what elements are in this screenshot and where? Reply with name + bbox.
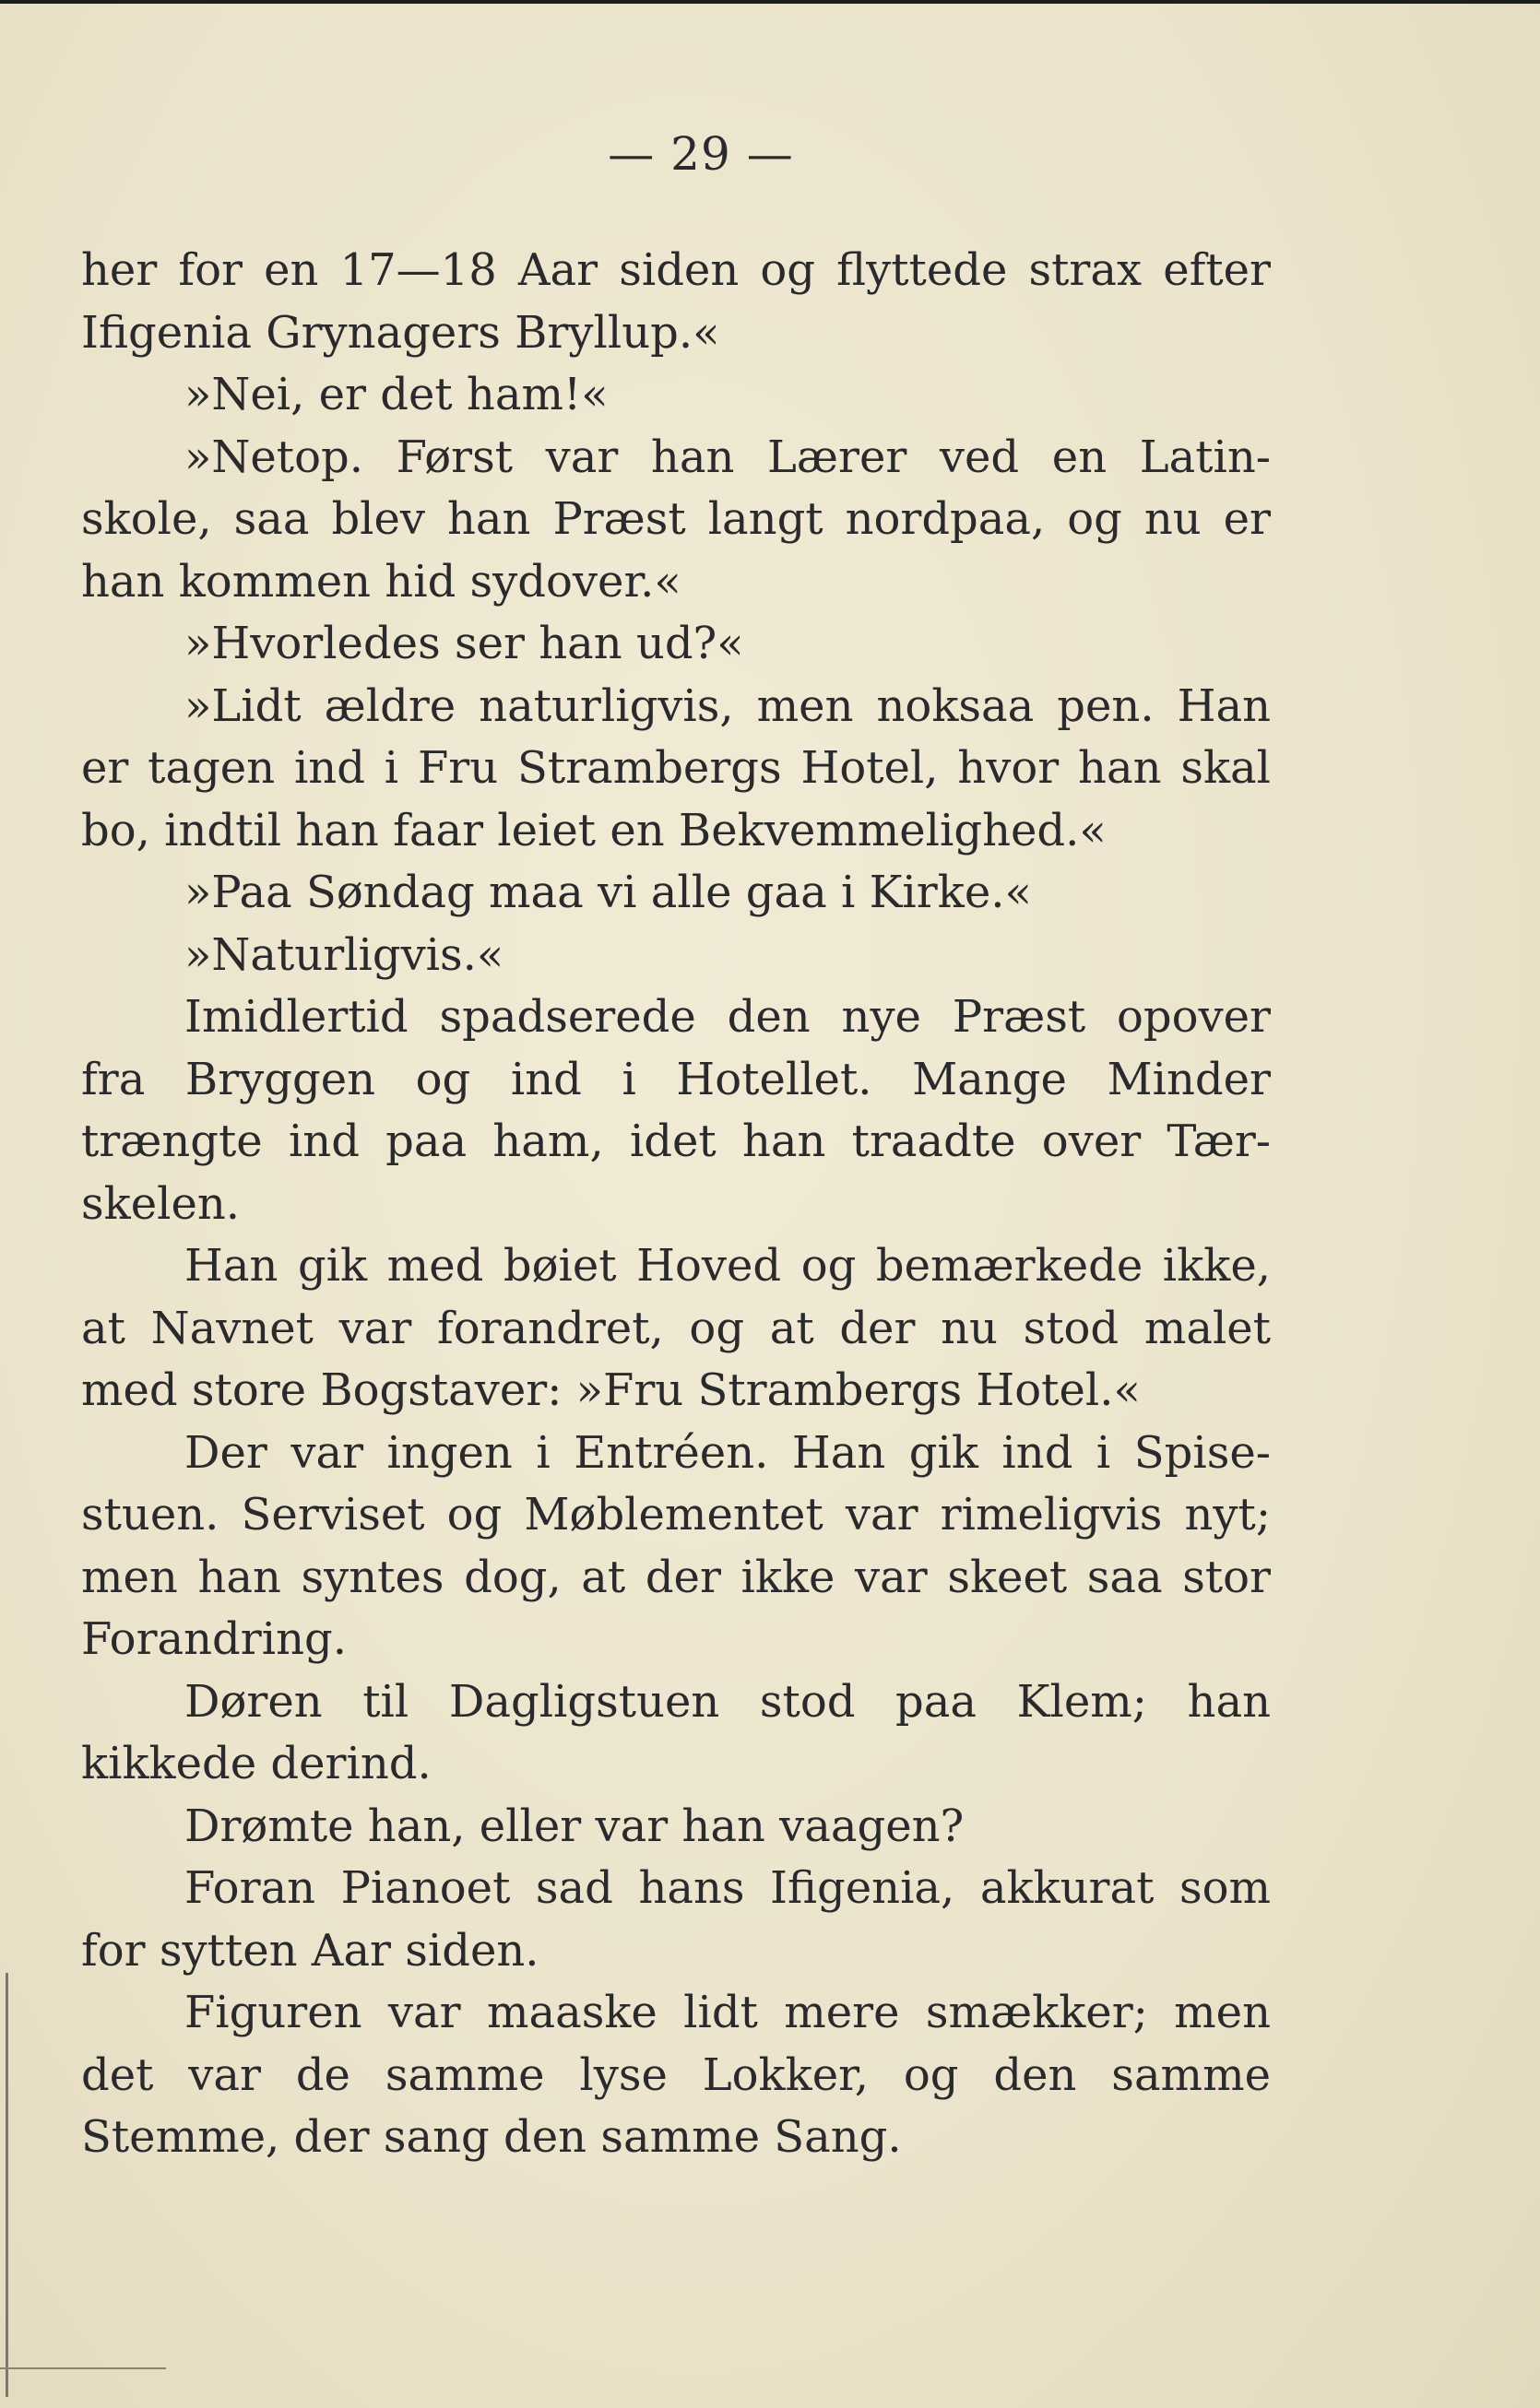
text-line: bo, indtil han faar leiet en Bekvemmelighed.« bbox=[81, 804, 1107, 856]
text-line: Figuren var maaske lidt mere smækker; men bbox=[184, 1987, 1271, 2038]
page-number: — 29 — bbox=[608, 127, 794, 181]
text-line: Han gik med bøiet Hoved og bemærkede ikke, bbox=[184, 1240, 1271, 1292]
text-line: fra Bryggen og ind i Hotellet. Mange Minder bbox=[81, 1053, 1271, 1105]
text-line: »Netop. Først var han Lærer ved en Latin- bbox=[184, 431, 1271, 483]
text-line: Ifigenia Grynagers Bryllup.« bbox=[81, 306, 720, 359]
text-line: kikkede derind. bbox=[81, 1738, 432, 1789]
text-line: Døren til Dagligstuen stod paa Klem; han bbox=[184, 1675, 1271, 1728]
text-line: er tagen ind i Fru Strambergs Hotel, hvor han skal bbox=[81, 742, 1271, 794]
text-line: Foran Pianoet sad hans Ifigenia, akkurat som bbox=[184, 1862, 1271, 1914]
text-line: Stemme, der sang den samme Sang. bbox=[81, 2111, 902, 2163]
text-line: »Nei, er det ham!« bbox=[184, 369, 609, 420]
text-line: det var de samme lyse Lokker, og den samme bbox=[81, 2048, 1271, 2101]
text-line: med store Bogstaver: »Fru Strambergs Hotel.« bbox=[81, 1364, 1141, 1416]
text-line: trængte ind paa ham, idet han traadte over Tær- bbox=[81, 1115, 1271, 1167]
text-line: skole, saa blev han Præst langt nordpaa, og nu er bbox=[81, 493, 1271, 545]
text-line: skelen. bbox=[81, 1177, 241, 1230]
scan-edge-top bbox=[0, 0, 1540, 4]
text-line: Drømte han, eller var han vaagen? bbox=[184, 1800, 965, 1852]
scan-edge-bottom bbox=[0, 2367, 166, 2369]
text-line: Der var ingen i Entréen. Han gik ind i Spise- bbox=[184, 1426, 1271, 1479]
text-line: Imidlertid spadserede den nye Præst opover bbox=[184, 991, 1271, 1043]
text-line: »Paa Søndag maa vi alle gaa i Kirke.« bbox=[184, 867, 1032, 918]
text-line: her for en 17—18 Aar siden og flyttede strax efter bbox=[81, 244, 1271, 296]
scan-edge-left bbox=[6, 1973, 8, 2397]
text-line: stuen. Serviset og Møblementet var rimeligvis nyt; bbox=[81, 1489, 1271, 1540]
text-line: men han syntes dog, at der ikke var skeet saa stor bbox=[81, 1551, 1271, 1603]
text-line: at Navnet var forandret, og at der nu stod malet bbox=[81, 1302, 1271, 1354]
body-text bbox=[81, 240, 1271, 2169]
text-line: »Lidt ældre naturligvis, men noksaa pen. Han bbox=[184, 679, 1271, 732]
text-line: »Hvorledes ser han ud?« bbox=[184, 618, 744, 669]
text-line: Forandring. bbox=[81, 1613, 347, 1665]
text-line: for sytten Aar siden. bbox=[81, 1924, 539, 1977]
text-line: »Naturligvis.« bbox=[184, 928, 504, 981]
text-line: han kommen hid sydover.« bbox=[81, 555, 681, 608]
